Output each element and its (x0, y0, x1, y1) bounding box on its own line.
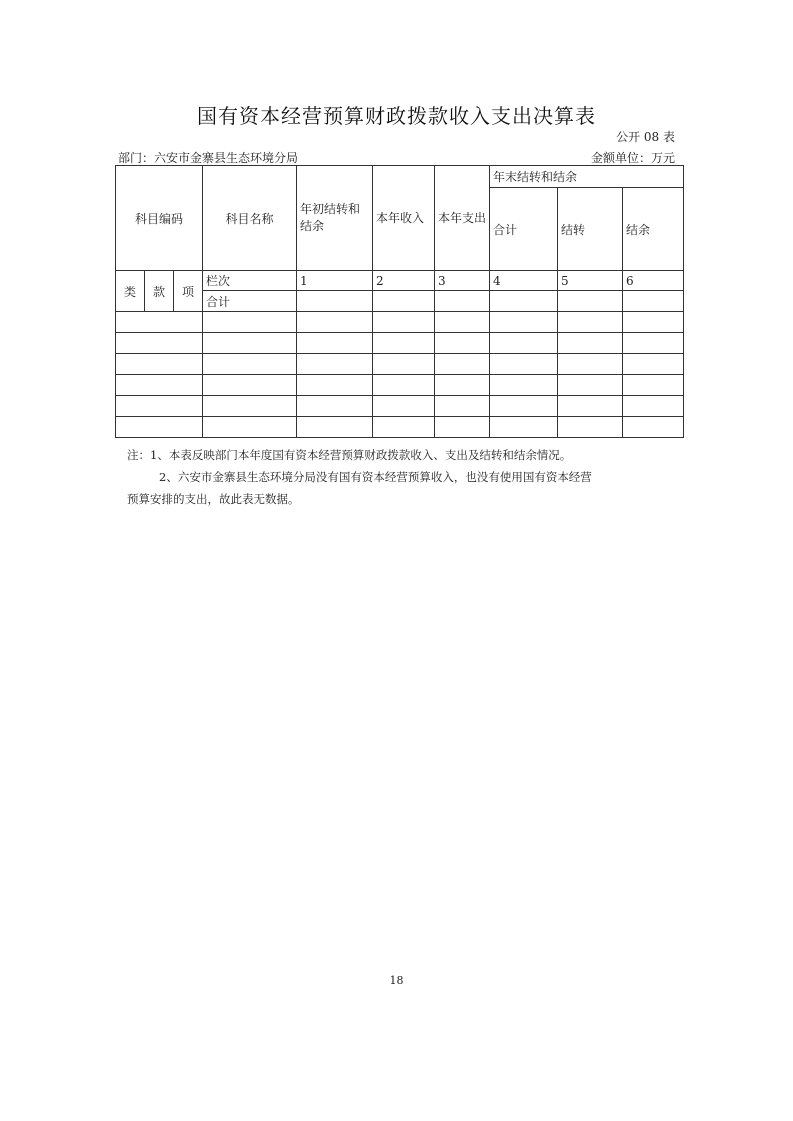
header-subject-code: 科目编码 (116, 166, 203, 271)
table-row (116, 354, 684, 375)
col-num-1: 1 (297, 271, 373, 291)
col-num-6: 6 (623, 271, 684, 291)
table-row (116, 396, 684, 417)
table-cell (558, 291, 623, 312)
column-order-label: 栏次 (203, 271, 297, 291)
table-row (116, 333, 684, 354)
table-row (116, 312, 684, 333)
header-income: 本年收入 (373, 166, 435, 271)
header-kuan: 款 (145, 271, 174, 312)
header-expense: 本年支出 (435, 166, 490, 271)
col-num-2: 2 (373, 271, 435, 291)
table-row (116, 417, 684, 438)
unit-label: 金额单位：万元 (590, 151, 675, 165)
budget-table (115, 165, 684, 438)
col-num-3: 3 (435, 271, 490, 291)
header-total: 合计 (490, 188, 558, 271)
note-line-2: 2、六安市金寨县生态环境分局没有国有资本经营预算收入，也没有使用国有资本经营 (159, 470, 592, 484)
department-label: 部门：六安市金寨县生态环境分局 (118, 151, 299, 165)
col-num-5: 5 (558, 271, 623, 291)
page-number: 18 (389, 974, 404, 987)
table-cell (623, 291, 684, 312)
notes (127, 444, 687, 510)
table-cell (297, 291, 373, 312)
header-lei: 类 (116, 271, 145, 312)
sum-row-label: 合计 (203, 291, 297, 312)
header-carryover: 结转 (558, 188, 623, 271)
note-line-3: 预算安排的支出，故此表无数据。 (127, 492, 300, 506)
note-line-1: 注：1、本表反映部门本年度国有资本经营预算财政拨款收入、支出及结转和结余情况。 (127, 448, 572, 462)
header-surplus: 结余 (623, 188, 684, 271)
form-code: 公开 08 表 (616, 130, 675, 144)
page-title: 国有资本经营预算财政拨款收入支出决算表 (197, 104, 596, 128)
header-year-end-group: 年末结转和结余 (490, 166, 684, 188)
table-cell (373, 291, 435, 312)
header-subject-name: 科目名称 (203, 166, 297, 271)
table-cell (435, 291, 490, 312)
table-cell (490, 291, 558, 312)
col-num-4: 4 (490, 271, 558, 291)
header-begin-balance: 年初结转和结余 (297, 166, 373, 271)
header-xiang: 项 (174, 271, 203, 312)
table-row (116, 375, 684, 396)
